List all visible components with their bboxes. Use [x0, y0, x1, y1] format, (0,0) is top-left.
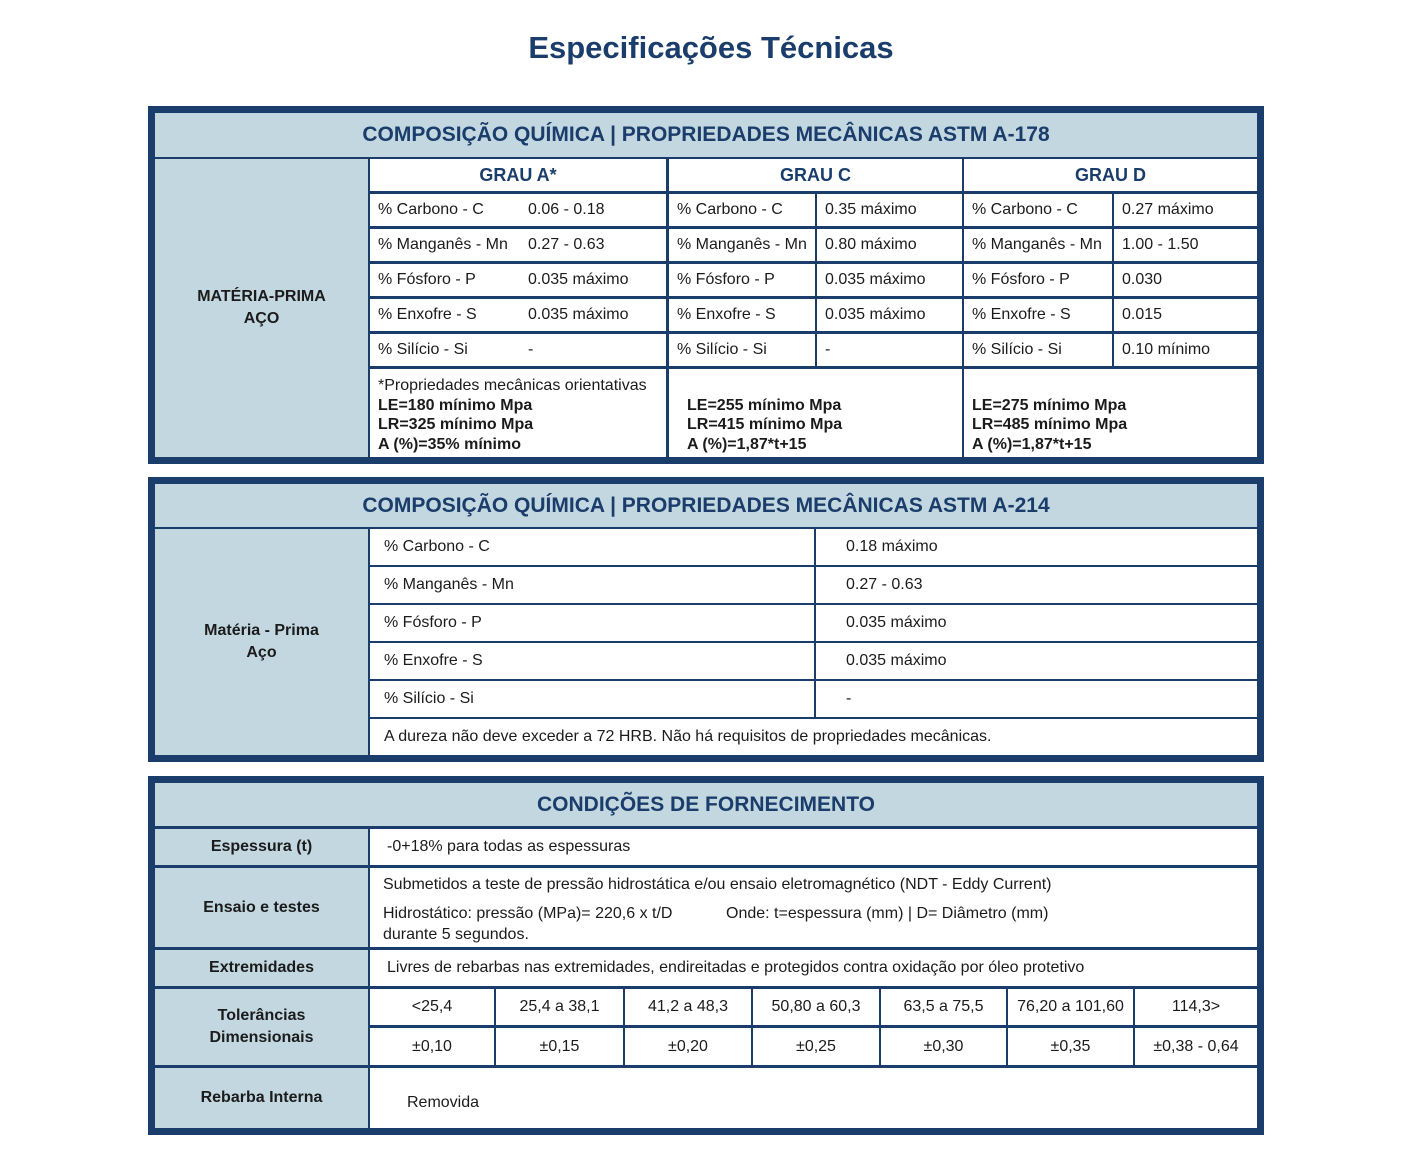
- element-value: 1.00 - 1.50: [1114, 229, 1257, 261]
- a214-label-line1: Matéria - Prima: [204, 622, 319, 639]
- element-value: 0.035 máximo: [817, 299, 962, 331]
- mechanical-le: LE=180 mínimo Mpa: [378, 396, 533, 414]
- mechanical-properties: [669, 369, 962, 457]
- element-value: 0.18 máximo: [816, 529, 1257, 565]
- element-name: % Manganês - Mn: [964, 229, 1112, 261]
- element-value: 0.015: [1114, 299, 1257, 331]
- mechanical-lr: LR=415 mínimo Mpa: [687, 416, 843, 433]
- mechanical-a: A (%)=1,87*t+15: [972, 435, 1092, 453]
- a214-panel: [148, 477, 1264, 762]
- page-title: Especificações Técnicas: [528, 30, 894, 65]
- mechanical-a: A (%)=1,87*t+15: [687, 435, 807, 453]
- burr-value: Removida: [370, 1068, 1257, 1128]
- element-value: 0.27 - 0.63: [528, 236, 605, 253]
- tolerance-value: ±0,30: [881, 1028, 1006, 1065]
- element-value: 0.27 - 0.63: [816, 567, 1257, 603]
- element-name: % Silício - Si: [370, 681, 814, 717]
- tolerance-range: 76,20 a 101,60: [1008, 989, 1133, 1025]
- composition-row: [370, 264, 666, 296]
- thickness-value: -0+18% para todas as espessuras: [370, 829, 1257, 865]
- element-name: % Carbono - C: [964, 194, 1112, 226]
- element-name: % Enxofre - S: [669, 299, 815, 331]
- a178-label-line1: MATÉRIA-PRIMA: [197, 288, 326, 305]
- thickness-label: Espessura (t): [155, 829, 368, 865]
- element-name: % Silício - Si: [378, 341, 468, 358]
- mechanical-le: LE=255 mínimo Mpa: [687, 396, 842, 414]
- element-name: % Manganês - Mn: [669, 229, 815, 261]
- mechanical-lr: LR=485 mínimo Mpa: [972, 416, 1128, 433]
- element-value: 0.035 máximo: [528, 271, 629, 288]
- mechanical-note: *Propriedades mecânicas orientativas: [378, 377, 647, 394]
- element-value: 0.030: [1114, 264, 1257, 296]
- composition-row: [370, 299, 666, 331]
- element-value: 0.035 máximo: [816, 605, 1257, 641]
- tolerance-range: 41,2 a 48,3: [625, 989, 751, 1025]
- supply-title: CONDIÇÕES DE FORNECIMENTO: [155, 783, 1257, 826]
- a214-title: COMPOSIÇÃO QUÍMICA | PROPRIEDADES MECÂNICAS ASTM A-214: [155, 484, 1257, 527]
- a214-material-label: [155, 529, 368, 755]
- mechanical-lr: LR=325 mínimo Mpa: [378, 416, 534, 433]
- tolerance-value: ±0,20: [625, 1028, 751, 1065]
- tests-line2: [383, 903, 1048, 924]
- a178-panel: [148, 106, 1264, 464]
- mechanical-le: LE=275 mínimo Mpa: [972, 396, 1127, 414]
- composition-row: [370, 229, 666, 261]
- element-value: -: [817, 334, 962, 366]
- tests-line2b: Onde: t=espessura (mm) | D= Diâmetro (mm): [726, 905, 1049, 922]
- element-name: % Fósforo - P: [669, 264, 815, 296]
- element-name: % Fósforo - P: [370, 605, 814, 641]
- hardness-note: A dureza não deve exceder a 72 HRB. Não há requisitos de propriedades mecânicas.: [370, 719, 1257, 755]
- element-name: % Carbono - C: [378, 201, 484, 218]
- element-value: -: [528, 341, 534, 358]
- element-value: 0.35 máximo: [817, 194, 962, 226]
- tolerance-range: 25,4 a 38,1: [496, 989, 623, 1025]
- tolerance-label: [155, 989, 368, 1065]
- grade-header: GRAU A*: [370, 159, 666, 191]
- a178-material-label: [155, 159, 368, 457]
- element-name: % Enxofre - S: [964, 299, 1112, 331]
- element-name: % Carbono - C: [370, 529, 814, 565]
- ends-label: Extremidades: [155, 950, 368, 986]
- burr-label: Rebarba Interna: [155, 1068, 368, 1128]
- tests-line2a: Hidrostático: pressão (MPa)= 220,6 x t/D: [383, 905, 673, 922]
- tolerance-label-line2: Dimensionais: [209, 1029, 314, 1046]
- element-name: % Fósforo - P: [378, 271, 476, 288]
- a178-label-line2: AÇO: [243, 310, 280, 327]
- ends-value: Livres de rebarbas nas extremidades, endireitadas e protegidos contra oxidação por óleo protetivo: [370, 950, 1257, 986]
- a214-label-line2: Aço: [246, 644, 277, 661]
- element-value: 0.27 máximo: [1114, 194, 1257, 226]
- element-value: -: [816, 681, 1257, 717]
- element-name: % Enxofre - S: [370, 643, 814, 679]
- element-name: % Fósforo - P: [964, 264, 1112, 296]
- tests-label: Ensaio e testes: [155, 868, 368, 947]
- element-name: % Carbono - C: [669, 194, 815, 226]
- mechanical-a: A (%)=35% mínimo: [378, 435, 521, 453]
- element-value: 0.80 máximo: [817, 229, 962, 261]
- mechanical-properties: [370, 369, 666, 457]
- supply-panel: [148, 776, 1264, 1135]
- tests-line3: durante 5 segundos.: [383, 926, 529, 943]
- element-value: 0.035 máximo: [816, 643, 1257, 679]
- tolerance-value: ±0,35: [1008, 1028, 1133, 1065]
- element-name: % Manganês - Mn: [378, 236, 508, 253]
- element-value: 0.035 máximo: [817, 264, 962, 296]
- element-name: % Silício - Si: [964, 334, 1112, 366]
- tolerance-range: 114,3>: [1135, 989, 1257, 1025]
- tolerance-value: ±0,25: [753, 1028, 879, 1065]
- element-value: 0.10 mínimo: [1114, 334, 1257, 366]
- tests-line1: Submetidos a teste de pressão hidrostática e/ou ensaio eletromagnético (NDT - Eddy Current): [383, 876, 1052, 893]
- grade-header: GRAU C: [669, 159, 962, 191]
- tolerance-value: ±0,15: [496, 1028, 623, 1065]
- mechanical-properties: [964, 369, 1257, 457]
- composition-row: [370, 334, 666, 366]
- tolerance-value: ±0,10: [370, 1028, 494, 1065]
- a178-title: COMPOSIÇÃO QUÍMICA | PROPRIEDADES MECÂNICAS ASTM A-178: [155, 113, 1257, 157]
- tolerance-value: ±0,38 - 0,64: [1135, 1028, 1257, 1065]
- element-value: 0.06 - 0.18: [528, 201, 605, 218]
- tolerance-range: 50,80 a 60,3: [753, 989, 879, 1025]
- grade-header: GRAU D: [964, 159, 1257, 191]
- element-name: % Enxofre - S: [378, 306, 477, 323]
- composition-row: [370, 194, 666, 226]
- tests-value: [370, 868, 1257, 947]
- tolerance-range: 63,5 a 75,5: [881, 989, 1006, 1025]
- element-name: % Manganês - Mn: [370, 567, 814, 603]
- element-name: % Silício - Si: [669, 334, 815, 366]
- element-value: 0.035 máximo: [528, 306, 629, 323]
- tolerance-range: <25,4: [370, 989, 494, 1025]
- tolerance-label-line1: Tolerâncias: [217, 1007, 306, 1024]
